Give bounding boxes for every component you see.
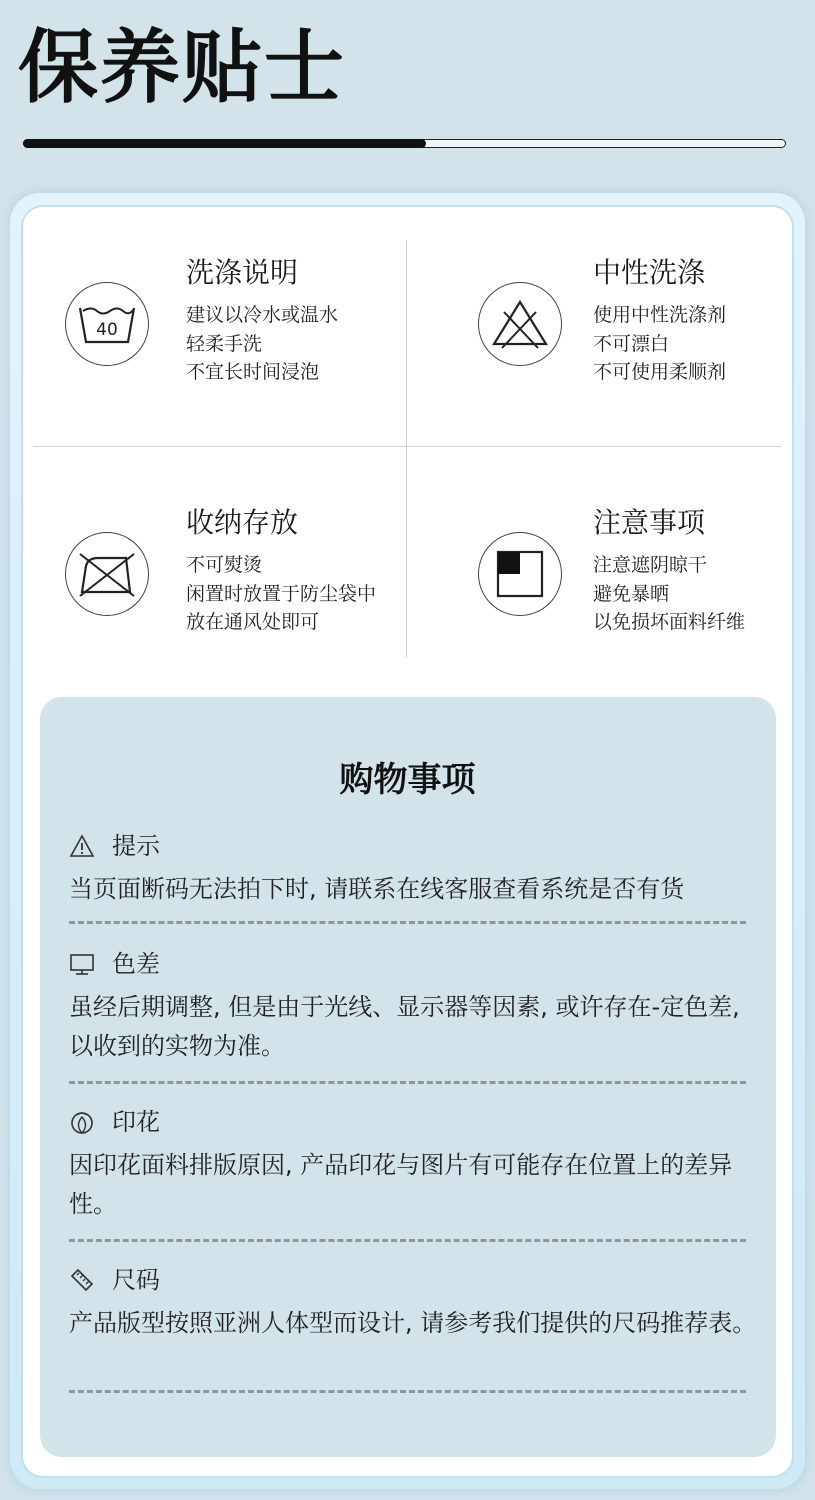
- notice-label: 印花: [112, 1108, 160, 1136]
- notice-label: 提示: [112, 832, 160, 860]
- care-title: 洗涤说明: [186, 256, 299, 289]
- care-title: 注意事项: [593, 506, 706, 539]
- scroll-progress-fill: [23, 139, 426, 148]
- care-line: 不可熨烫: [186, 554, 263, 576]
- notice-text: 虽经后期调整, 但是由于光线、显示器等因素, 或许存在-定色差, 以收到的实物为准。: [69, 993, 740, 1060]
- care-line: 注意遮阴晾干: [593, 554, 708, 576]
- flower-icon: [69, 1109, 95, 1135]
- shade-dry-icon: [478, 532, 562, 616]
- svg-text:40: 40: [96, 320, 118, 340]
- care-item-detergent: [407, 245, 782, 450]
- care-line: 不可漂白: [593, 332, 670, 355]
- notice-size: [69, 1265, 759, 1343]
- care-item-washing: [33, 245, 408, 450]
- notice-tip: [69, 831, 759, 909]
- wash-40-icon: [65, 282, 149, 366]
- care-line: 放在通风处即可: [186, 611, 320, 633]
- notice-label: 尺码: [112, 1266, 160, 1294]
- ruler-icon: [69, 1267, 95, 1293]
- notice-text: 产品版型按照亚洲人体型而设计, 请参考我们提供的尺码推荐表。: [69, 1309, 757, 1337]
- care-line: 使用中性洗涤剂: [593, 304, 727, 326]
- care-line: 避免暴晒: [593, 582, 670, 605]
- scroll-progress-bar: [23, 139, 786, 148]
- notice-label: 色差: [112, 950, 160, 978]
- shopping-notes-panel: [40, 697, 776, 1457]
- care-line: 不宜长时间浸泡: [186, 361, 320, 383]
- care-item-storage: [33, 495, 408, 700]
- care-line: 不可使用柔顺剂: [593, 361, 727, 383]
- care-title: 收纳存放: [186, 506, 299, 539]
- notice-color-difference: [69, 949, 759, 1066]
- care-item-notes: [407, 495, 782, 700]
- page-title: 保养贴士: [18, 21, 346, 114]
- dashed-divider: [69, 921, 746, 924]
- no-iron-icon: [65, 532, 149, 616]
- shopping-title: 购物事项: [339, 760, 476, 800]
- care-line: 建议以冷水或温水: [186, 304, 339, 326]
- care-line: 轻柔手洗: [186, 332, 263, 355]
- no-bleach-icon: [478, 282, 562, 366]
- notice-text: 因印花面料排版原因, 产品印花与图片有可能存在位置上的差异性。: [69, 1151, 733, 1218]
- notice-text: 当页面断码无法拍下时, 请联系在线客服查看系统是否有货: [69, 875, 685, 903]
- care-line: 闲置时放置于防尘袋中: [186, 582, 377, 605]
- warning-triangle-icon: [69, 833, 95, 859]
- notice-print: [69, 1107, 759, 1224]
- care-line: 以免损坏面料纤维: [593, 611, 746, 633]
- dashed-divider: [69, 1239, 746, 1242]
- dashed-divider: [69, 1390, 746, 1393]
- dashed-divider: [69, 1081, 746, 1084]
- monitor-icon: [69, 951, 95, 977]
- care-title: 中性洗涤: [593, 256, 706, 289]
